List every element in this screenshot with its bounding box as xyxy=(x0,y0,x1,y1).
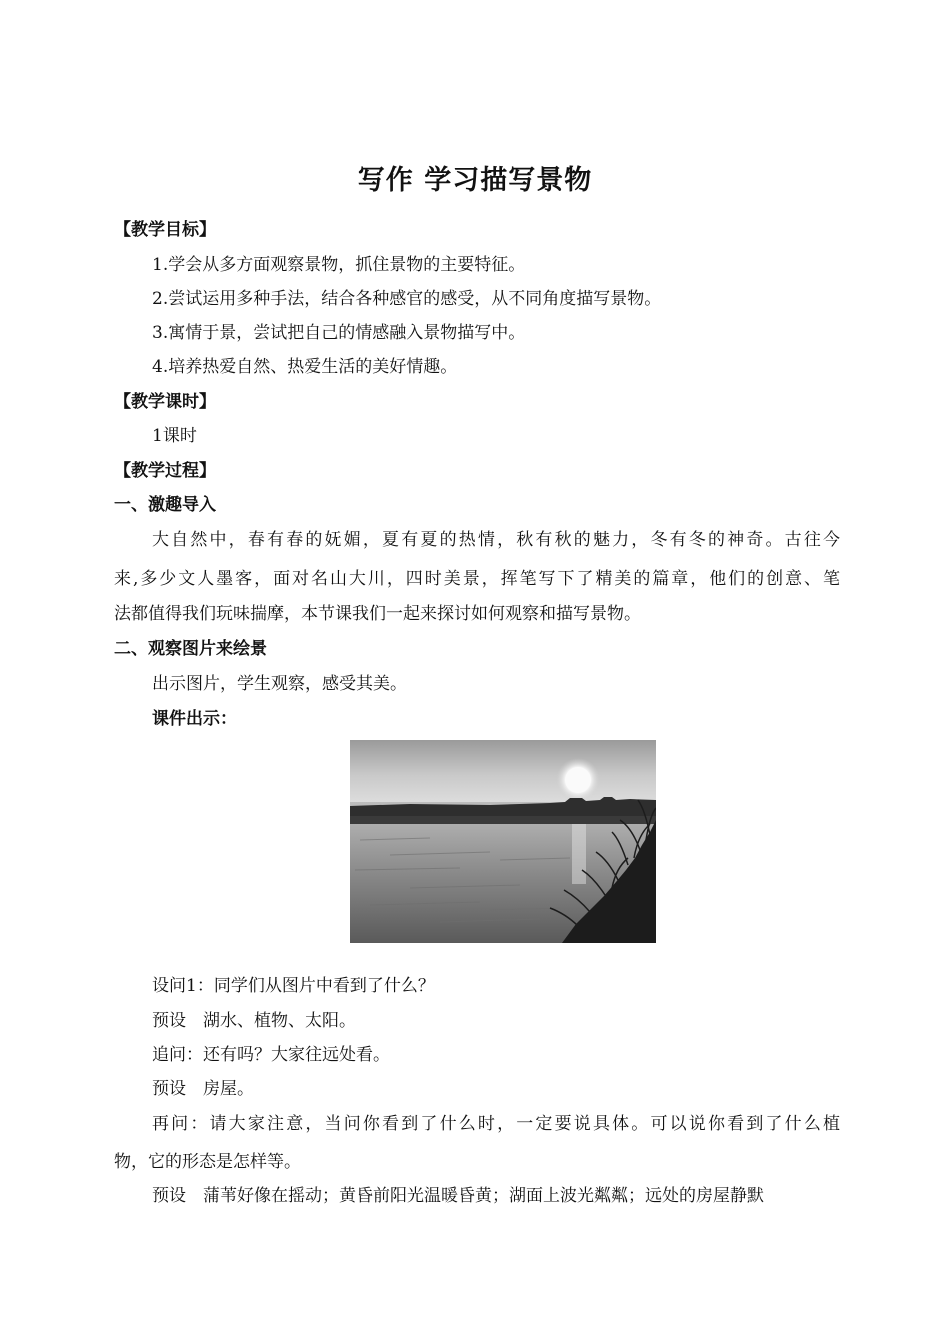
section2-intro: 出示图片，学生观察，感受其美。 xyxy=(152,674,407,694)
courseware-label: 课件出示： xyxy=(152,709,237,729)
question-3-line-1: 再问：请大家注意，当问你看到了什么时，一定要说具体。可以说你看到了什么植 xyxy=(152,1114,840,1134)
question-3-line-2: 物，它的形态是怎样等。 xyxy=(114,1152,301,1172)
question-2: 追问：还有吗？大家往远处看。 xyxy=(152,1045,390,1065)
objective-item-2: 2.尝试运用多种手法，结合各种感官的感受，从不同角度描写景物。 xyxy=(152,289,662,309)
answer-1: 预设 湖水、植物、太阳。 xyxy=(152,1011,356,1031)
hours-heading: 【教学课时】 xyxy=(114,392,216,412)
section1-heading: 一、激趣导入 xyxy=(114,495,216,515)
section1-line-2: 来,多少文人墨客，面对名山大川，四时美景，挥笔写下了精美的篇章，他们的创意、笔 xyxy=(114,569,840,589)
objectives-heading: 【教学目标】 xyxy=(114,220,216,240)
question-1: 设问1：同学们从图片中看到了什么？ xyxy=(152,976,435,996)
answer-2: 预设 房屋。 xyxy=(152,1079,254,1099)
lake-sunset-photo xyxy=(350,740,656,943)
objective-item-3: 3.寓情于景，尝试把自己的情感融入景物描写中。 xyxy=(152,323,526,343)
hours-value: 1课时 xyxy=(152,426,197,446)
section1-line-1: 大自然中，春有春的妩媚，夏有夏的热情，秋有秋的魅力，冬有冬的神奇。古往今 xyxy=(152,530,840,550)
answer-3: 预设 蒲苇好像在摇动；黄昏前阳光温暖昏黄；湖面上波光粼粼；远处的房屋静默 xyxy=(152,1186,764,1206)
section2-heading: 二、观察图片来绘景 xyxy=(114,639,267,659)
objective-item-1: 1.学会从多方面观察景物，抓住景物的主要特征。 xyxy=(152,255,526,275)
page-title: 写作 学习描写景物 xyxy=(357,165,593,196)
section1-line-3: 法都值得我们玩味揣摩，本节课我们一起来探讨如何观察和描写景物。 xyxy=(114,604,641,624)
objective-item-4: 4.培养热爱自然、热爱生活的美好情趣。 xyxy=(152,357,458,377)
process-heading: 【教学过程】 xyxy=(114,461,216,481)
